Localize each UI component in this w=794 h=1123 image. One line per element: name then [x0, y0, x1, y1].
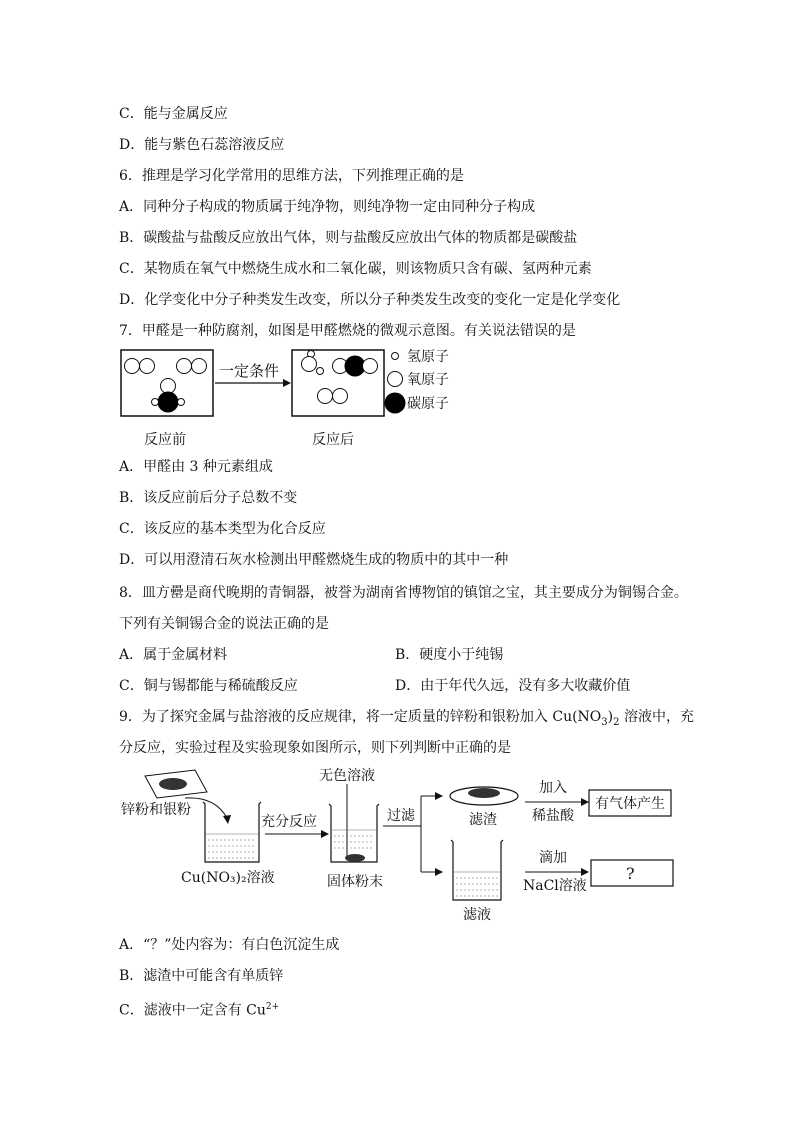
gas-result-label: 有气体产生 [595, 796, 665, 812]
q6-stem: 6．推理是学习化学常用的思维方法，下列推理正确的是 [119, 168, 464, 184]
hydrogen-atom [317, 368, 324, 375]
hydrogen-atom [152, 399, 159, 406]
oxygen-atom [125, 359, 140, 374]
oxygen-atom [318, 389, 333, 404]
q7-option-d: D．可以用澄清石灰水检测出甲醛燃烧生成的物质中的其中一种 [119, 552, 509, 568]
filtrate-label: 滤液 [463, 907, 491, 923]
oxygen-atom [177, 359, 192, 374]
oxygen-atom [140, 359, 155, 374]
q8-option-a: A．属于金属材料 [119, 647, 228, 663]
q5-option-d: D．能与紫色石蕊溶液反应 [119, 137, 285, 153]
zn-ag-label: 锌粉和银粉 [121, 802, 191, 818]
q9-experiment-figure [115, 762, 685, 932]
before-caption: 反应前 [144, 432, 186, 448]
hcl-label: 稀盐酸 [532, 808, 574, 824]
unknown-result-label: ? [626, 864, 635, 883]
legend-hydrogen-label: 氢原子 [407, 349, 449, 365]
drip-label: 滴加 [539, 850, 567, 866]
q6-option-b: B．碳酸盐与盐酸反应放出气体，则与盐酸反应放出气体的物质都是碳酸盐 [119, 230, 578, 246]
beaker-2 [329, 804, 379, 862]
cu-solution-label: Cu(NO₃)₂溶液 [181, 870, 275, 886]
legend-oxygen-icon [388, 372, 403, 387]
filter-label: 过滤 [387, 808, 415, 824]
add-label: 加入 [539, 780, 567, 796]
legend-carbon-label: 碳原子 [407, 396, 449, 412]
hydrogen-atom [178, 399, 185, 406]
q8-stem-line2: 下列有关铜锡合金的说法正确的是 [119, 616, 329, 632]
q9-option-a: A．“？”处内容为：有白色沉淀生成 [119, 937, 340, 953]
carbon-atom [158, 392, 179, 413]
oxygen-atom [161, 379, 176, 394]
colorless-label: 无色溶液 [319, 768, 375, 784]
q7-stem: 7．甲醛是一种防腐剂，如图是甲醛燃烧的微观示意图。有关说法错误的是 [119, 323, 576, 339]
solid-label: 固体粉末 [327, 874, 383, 890]
q9-option-b: B．滤渣中可能含有单质锌 [119, 968, 284, 984]
q8-option-b: B．硬度小于纯锡 [395, 647, 504, 663]
q7-option-b: B．该反应前后分子总数不变 [119, 490, 298, 506]
oxygen-atom [192, 359, 207, 374]
q7-option-a: A．甲醛由 3 种元素组成 [119, 459, 273, 475]
q9-option-c: C．滤液中一定含有 $Cu^{2+}$ [119, 1002, 280, 1019]
q8-option-d: D．由于年代久远，没有多大收藏价值 [395, 678, 631, 694]
q9-stem-line2: 分反应，实验过程及实验现象如图所示，则下列判断中正确的是 [119, 740, 511, 756]
q8-stem-line1: 8．皿方罍是商代晚期的青铜器，被誉为湖南省博物馆的镇馆之宝，其主要成分为铜锡合金。 [119, 585, 688, 601]
react-label: 充分反应 [261, 814, 317, 830]
legend-hydrogen-icon [392, 353, 399, 360]
filtrate-beaker [451, 840, 503, 900]
oxygen-atom [302, 357, 317, 372]
q7-option-c: C．该反应的基本类型为化合反应 [119, 521, 326, 537]
q6-option-d: D．化学变化中分子种类发生改变，所以分子种类发生改变的变化一定是化学变化 [119, 292, 621, 308]
condition-label: 一定条件 [219, 362, 280, 380]
residue-pile [468, 788, 500, 798]
oxygen-atom [333, 389, 348, 404]
legend-carbon-icon [385, 393, 406, 414]
legend-oxygen-label: 氧原子 [407, 372, 449, 388]
residue-label: 滤渣 [469, 812, 497, 828]
nacl-label: NaCl溶液 [523, 878, 587, 894]
q7-molecule-figure [115, 346, 475, 450]
q6-option-a: A．同种分子构成的物质属于纯净物，则纯净物一定由同种分子构成 [119, 199, 536, 215]
q9-stem-line1: 9．为了探究金属与盐溶液的反应规律，将一定质量的锌粉和银粉加入 $Cu(NO_3)_2$ 溶液中，充 [119, 709, 694, 728]
after-caption: 反应后 [312, 432, 354, 448]
oxygen-atom [363, 359, 378, 374]
q6-option-c: C．某物质在氧气中燃烧生成水和二氧化碳，则该物质只含有碳、氢两种元素 [119, 261, 592, 277]
q5-option-c: C．能与金属反应 [119, 106, 228, 122]
q8-option-c: C．铜与锡都能与稀硫酸反应 [119, 678, 298, 694]
powder-pile [159, 778, 187, 790]
solid-powder [345, 854, 365, 862]
